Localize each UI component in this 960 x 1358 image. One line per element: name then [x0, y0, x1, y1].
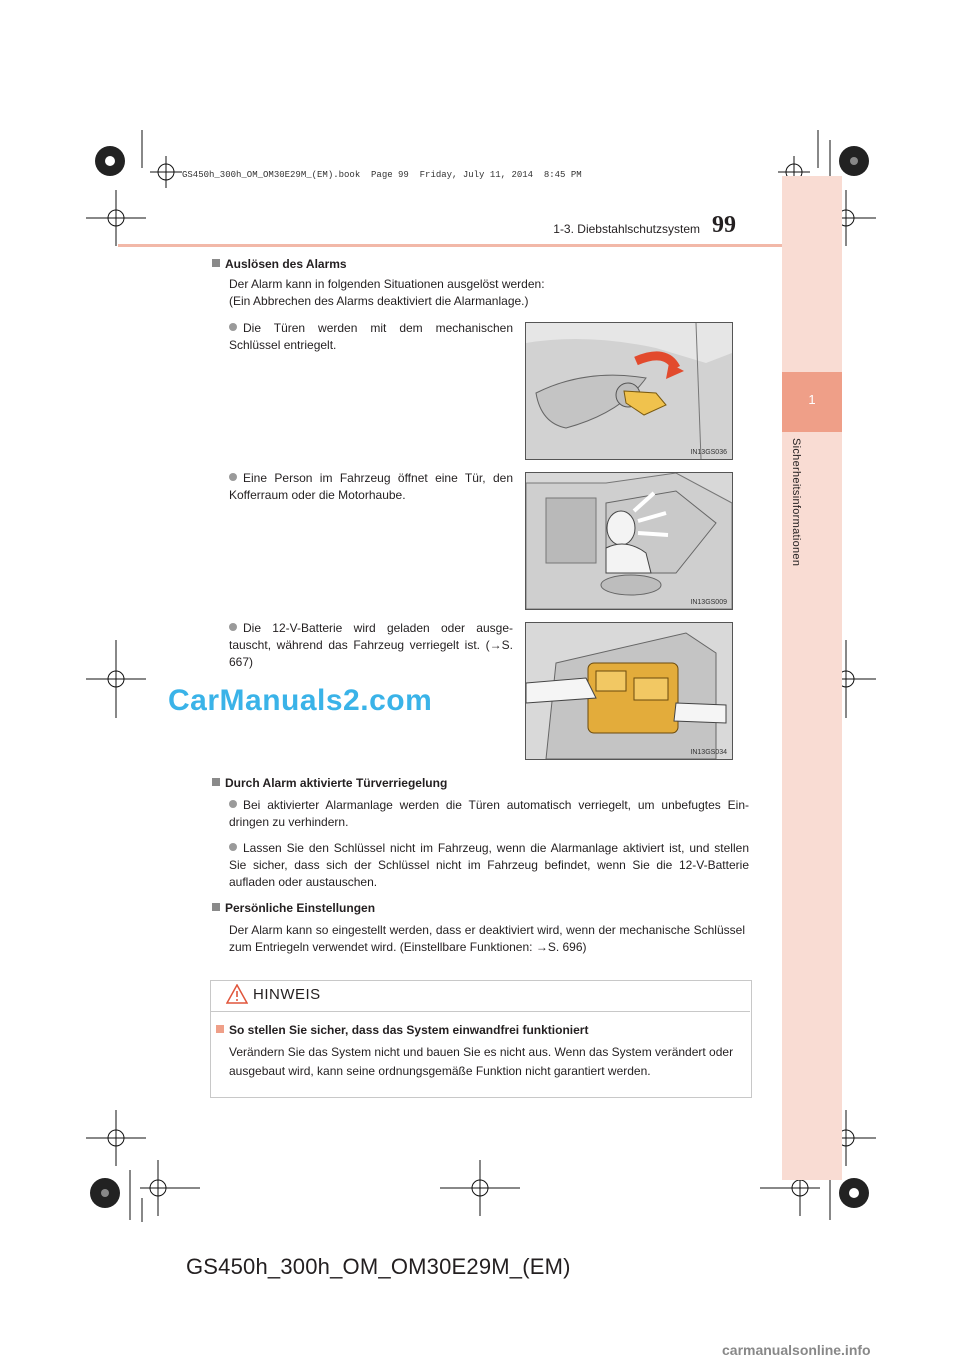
- round-bullet-icon: [229, 843, 237, 851]
- alarm-intro: Der Alarm kann in folgenden Situationen ausgelöst werden: (Ein Abbrechen des Alarms deaktiviert die Alarmanlage.): [229, 277, 545, 308]
- chapter-label: Sicherheitsinformationen: [790, 438, 802, 567]
- chapter-side-tab: [782, 176, 842, 1180]
- section-title: 1-3. Diebstahlschutzsystem: [553, 222, 700, 236]
- square-bullet-icon: [212, 778, 220, 786]
- square-bullet-icon: [212, 259, 220, 267]
- starburst-mark-bottom-right: [839, 1178, 869, 1208]
- notice-text: Verändern Sie das System nicht und bauen Sie es nicht aus. Wenn das System verändert oder ausgebaut wird, kann seine ordnungsgemäße Funktion nicht garantiert werden.: [229, 1045, 734, 1078]
- starburst-mark-top-right: [839, 146, 869, 176]
- notice-subheading: So stellen Sie sicher, dass das System einwandfrei funktioniert: [216, 1023, 588, 1037]
- book-info-line: GS450h_300h_OM_OM30E29M_(EM).book Page 99 Friday, July 11, 2014 8:45 PM: [182, 170, 582, 180]
- round-bullet-icon: [229, 800, 237, 808]
- notice-title: HINWEIS: [253, 986, 321, 1003]
- illustration-door-key: [525, 322, 733, 460]
- watermark: CarManuals2.com: [168, 684, 433, 717]
- image-code: IN13GS034: [690, 749, 727, 756]
- round-bullet-icon: [229, 623, 237, 631]
- footer-document-code: GS450h_300h_OM_OM30E29M_(EM): [186, 1254, 571, 1279]
- bottom-watermark: carmanualsonline.info: [722, 1342, 871, 1358]
- alarm-heading: Auslösen des Alarms: [212, 257, 347, 271]
- illustration-person-opening-door: [525, 472, 733, 610]
- image-code: IN13GS036: [690, 449, 727, 456]
- illustration-battery-replacement: [525, 622, 733, 760]
- round-bullet-icon: [229, 323, 237, 331]
- crosshair-mark-top-left: [150, 156, 182, 188]
- square-bullet-icon: [212, 903, 220, 911]
- round-bullet-icon: [229, 473, 237, 481]
- starburst-mark-top-left: [95, 146, 125, 176]
- header-rule: [118, 244, 782, 247]
- chapter-number: 1: [782, 372, 842, 432]
- alarm-item-1: Die Türen werden mit dem mechanischen Schlüssel entriegelt.: [229, 321, 513, 352]
- lock-heading: Durch Alarm aktivierte Türverriegelung: [212, 776, 447, 790]
- personal-heading: Persönliche Einstellungen: [212, 901, 375, 915]
- starburst-mark-bottom-left: [90, 1178, 120, 1208]
- lock-item-1: Bei aktivierter Alarmanlage werden die Türen automatisch verriegelt, um unbefugtes Ein-dringen zu verhindern.: [229, 798, 749, 829]
- page-number: 99: [712, 212, 736, 238]
- warning-icon: [226, 984, 248, 1004]
- square-bullet-icon: [216, 1025, 224, 1033]
- image-code: IN13GS009: [690, 599, 727, 606]
- lock-item-2: Lassen Sie den Schlüssel nicht im Fahrzeug, wenn die Alarmanlage aktiviert ist, und stellen Sie sicher, dass sich der Schlüssel nicht im Fahrzeug befindet, wenn Sie die 12-V-Batterie aufladen oder austauschen.: [229, 841, 749, 889]
- alarm-item-2: Eine Person im Fahrzeug öffnet eine Tür, den Kofferraum oder die Motorhaube.: [229, 471, 513, 502]
- alarm-item-3: Die 12-V-Batterie wird geladen oder ausge-tauscht, während das Fahrzeug verriegelt ist. (→S. 667): [229, 621, 513, 669]
- personal-text: Der Alarm kann so eingestellt werden, dass er deaktiviert wird, wenn der mechanische Schlüssel zum Entriegeln verwendet wird. (Einstellbare Funktionen: →S. 696): [229, 923, 745, 954]
